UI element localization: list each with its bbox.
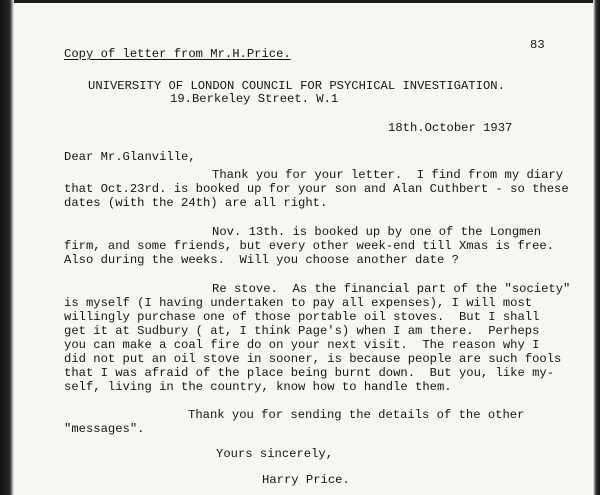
- letterhead-organization: UNIVERSITY OF LONDON COUNCIL FOR PSYCHICAL INVESTIGATION.: [88, 79, 505, 93]
- body-line: firm, and some friends, but every other week-end till Xmas is free.: [64, 239, 555, 253]
- body-line: Thank you for your letter. I find from my diary: [212, 168, 564, 182]
- body-line: "messages".: [64, 422, 145, 436]
- signature: Harry Price.: [262, 473, 350, 487]
- body-line: you can make a coal fire do on your next visit. The reason why I: [64, 338, 540, 352]
- page-number: 83: [530, 38, 545, 52]
- body-line: self, living in the country, know how to handle them.: [64, 380, 452, 394]
- body-line: Thank you for sending the details of the other: [188, 408, 525, 422]
- body-line: dates (with the 24th) are all right.: [64, 196, 328, 210]
- body-line: did not put an oil stove in sooner, is because people are such fools: [64, 352, 562, 366]
- scan-left-edge: [0, 0, 14, 495]
- body-line: willingly purchase one of those portable oil stoves. But I shall: [64, 310, 540, 324]
- body-line: Re stove. As the financial part of the "society": [212, 282, 571, 296]
- body-line: Nov. 13th. is booked up by one of the Longmen: [212, 225, 542, 239]
- scan-right-edge: [593, 0, 600, 495]
- body-line: that Oct.23rd. is booked up for your son and Alan Cuthbert - so these: [64, 182, 569, 196]
- body-line: is myself (I having undertaken to pay all expenses), I will most: [64, 296, 533, 310]
- salutation: Dear Mr.Glanville,: [64, 150, 196, 164]
- body-line: get it at Sudbury ( at, I think Page's) when I am there. Perheps: [64, 324, 540, 338]
- body-line: that I was afraid of the place being burnt down. But you, like my-: [64, 366, 555, 380]
- valediction: Yours sincerely,: [216, 447, 334, 461]
- body-line: Also during the weeks. Will you choose another date ?: [64, 253, 459, 267]
- letterhead-address: 19.Berkeley Street. W.1: [170, 92, 339, 106]
- copy-note: Copy of letter from Mr.H.Price.: [64, 47, 291, 61]
- scan-top-edge: [0, 0, 600, 3]
- letter-date: 18th.October 1937: [388, 121, 513, 135]
